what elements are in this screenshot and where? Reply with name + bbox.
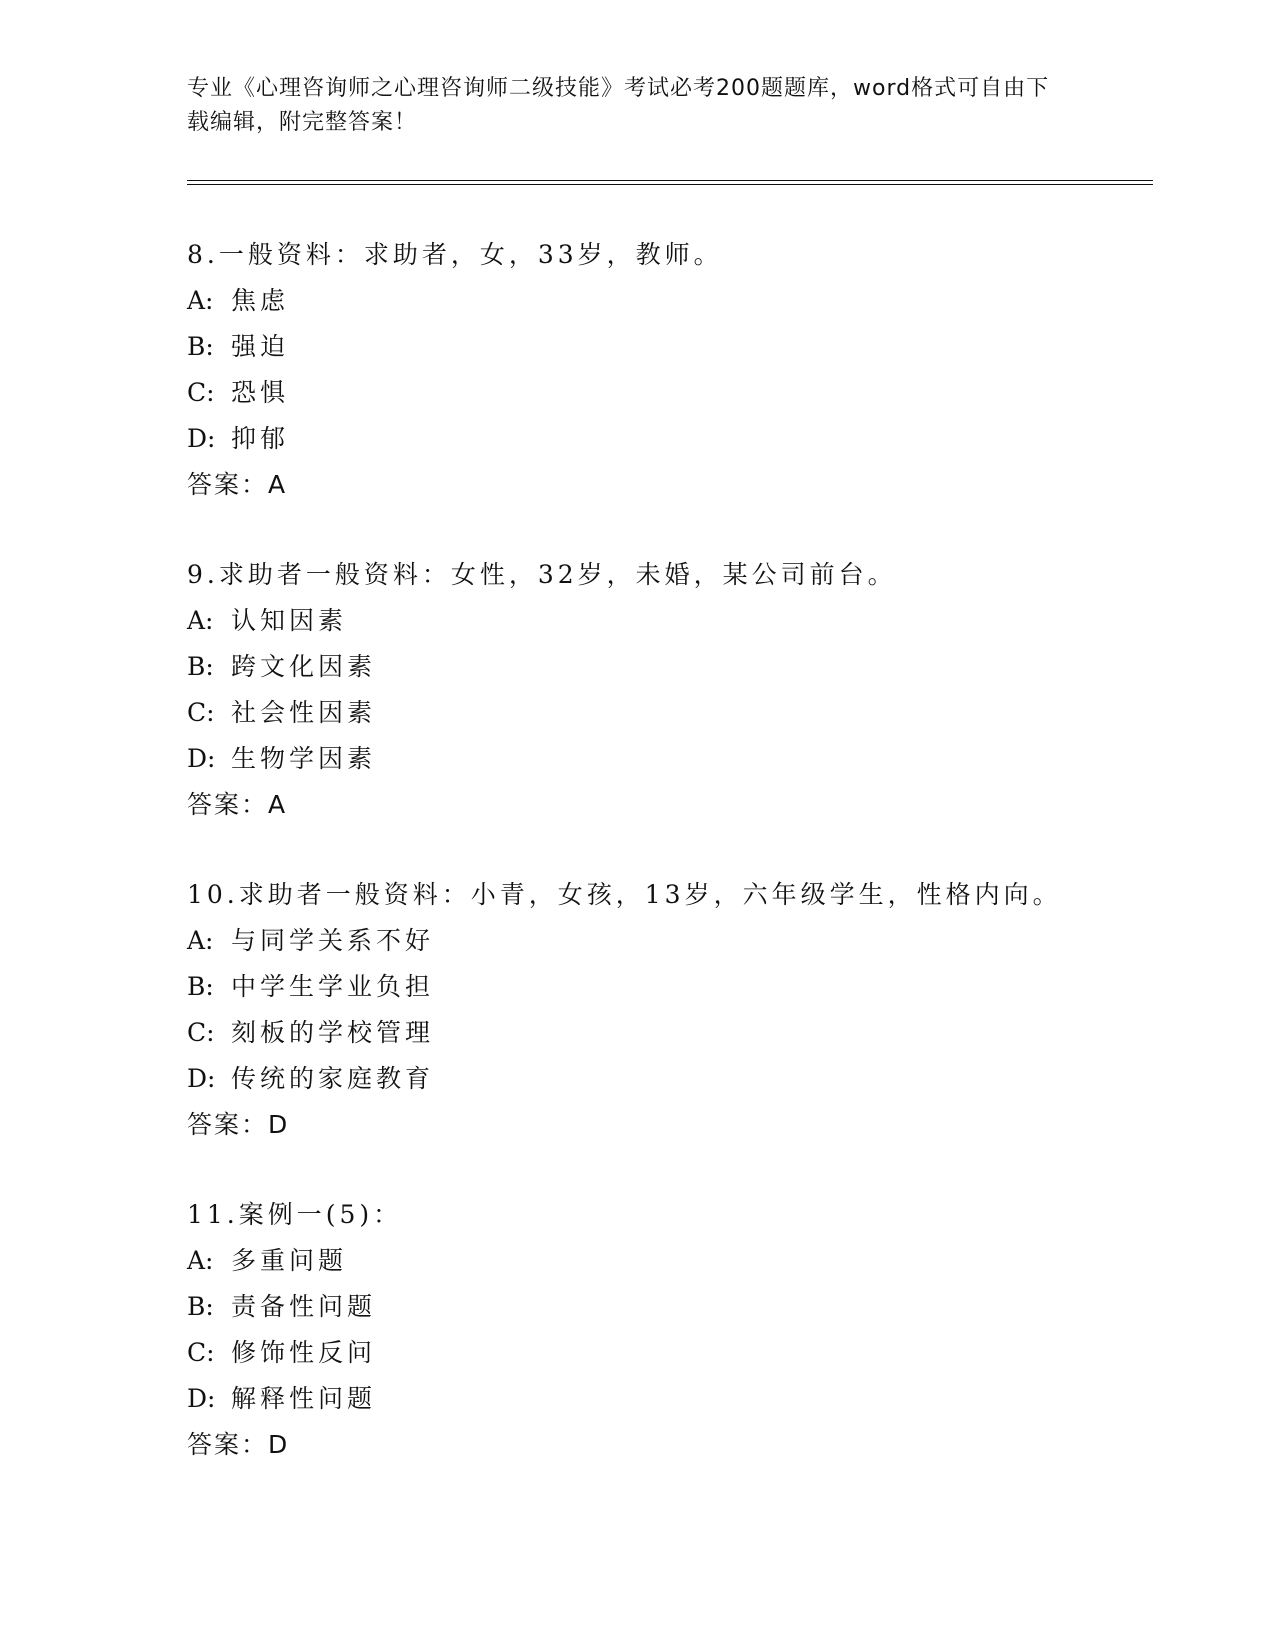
answer-label: 答案：: [187, 1430, 269, 1459]
option-letter: D:: [187, 1384, 216, 1413]
option-letter: B:: [187, 972, 214, 1001]
answer-label: 答案：: [187, 1110, 269, 1139]
answer-value: D: [268, 1110, 290, 1139]
option-d: [187, 416, 1147, 462]
option-text: 认知因素: [231, 606, 348, 635]
option-a: [187, 918, 1147, 964]
option-letter: B:: [187, 1292, 214, 1321]
question-list: [187, 232, 1147, 1512]
answer-line: [187, 782, 1147, 828]
question-item: [187, 1192, 1147, 1468]
answer-line: [187, 1102, 1147, 1148]
answer-label: 答案：: [187, 790, 269, 819]
option-text: 焦虑: [231, 286, 290, 315]
option-text: 传统的家庭教育: [231, 1064, 435, 1093]
option-letter: B:: [187, 332, 214, 361]
option-text: 恐惧: [231, 378, 290, 407]
option-d: [187, 1056, 1147, 1102]
option-a: [187, 598, 1147, 644]
option-d: [187, 1376, 1147, 1422]
question-item: [187, 552, 1147, 828]
option-letter: A:: [187, 286, 214, 315]
option-letter: A:: [187, 926, 214, 955]
option-text: 生物学因素: [231, 744, 377, 773]
option-b: [187, 644, 1147, 690]
option-c: [187, 1010, 1147, 1056]
option-a: [187, 1238, 1147, 1284]
option-text: 刻板的学校管理: [231, 1018, 435, 1047]
question-title: 10.求助者一般资料：小青，女孩，13岁，六年级学生，性格内向。: [187, 880, 1062, 909]
question-title: 9.求助者一般资料：女性，32岁，未婚，某公司前台。: [187, 560, 897, 589]
option-letter: C:: [187, 1018, 215, 1047]
option-text: 责备性问题: [231, 1292, 377, 1321]
header-rule-bottom: [187, 184, 1153, 185]
answer-value: A: [268, 790, 288, 819]
option-text: 修饰性反问: [231, 1338, 377, 1367]
option-letter: D:: [187, 424, 216, 453]
answer-label: 答案：: [187, 470, 269, 499]
question-item: [187, 232, 1147, 508]
option-b: [187, 964, 1147, 1010]
option-letter: A:: [187, 606, 214, 635]
option-letter: D:: [187, 744, 216, 773]
option-a: [187, 278, 1147, 324]
option-text: 与同学关系不好: [231, 926, 435, 955]
option-c: [187, 370, 1147, 416]
option-b: [187, 1284, 1147, 1330]
option-letter: B:: [187, 652, 214, 681]
question-title: 8.一般资料：求助者，女，33岁，教师。: [187, 240, 723, 269]
option-letter: C:: [187, 1338, 215, 1367]
option-d: [187, 736, 1147, 782]
answer-value: D: [268, 1430, 290, 1459]
question-title: 11.案例一(5)：: [187, 1200, 403, 1229]
option-text: 多重问题: [231, 1246, 348, 1275]
question-item: [187, 872, 1147, 1148]
header-rule-top: [187, 180, 1153, 181]
option-c: [187, 1330, 1147, 1376]
option-letter: D:: [187, 1064, 216, 1093]
option-letter: C:: [187, 378, 215, 407]
option-text: 解释性问题: [231, 1384, 377, 1413]
answer-line: [187, 1422, 1147, 1468]
answer-line: [187, 462, 1147, 508]
answer-value: A: [268, 470, 288, 499]
option-c: [187, 690, 1147, 736]
option-text: 中学生学业负担: [231, 972, 435, 1001]
option-text: 跨文化因素: [231, 652, 377, 681]
option-text: 抑郁: [231, 424, 290, 453]
option-letter: A:: [187, 1246, 214, 1275]
option-letter: C:: [187, 698, 215, 727]
option-text: 社会性因素: [231, 698, 377, 727]
document-header: 专业《心理咨询师之心理咨询师二级技能》考试必考200题题库，word格式可自由下载编辑，附完整答案！: [187, 76, 1050, 135]
option-b: [187, 324, 1147, 370]
option-text: 强迫: [231, 332, 290, 361]
